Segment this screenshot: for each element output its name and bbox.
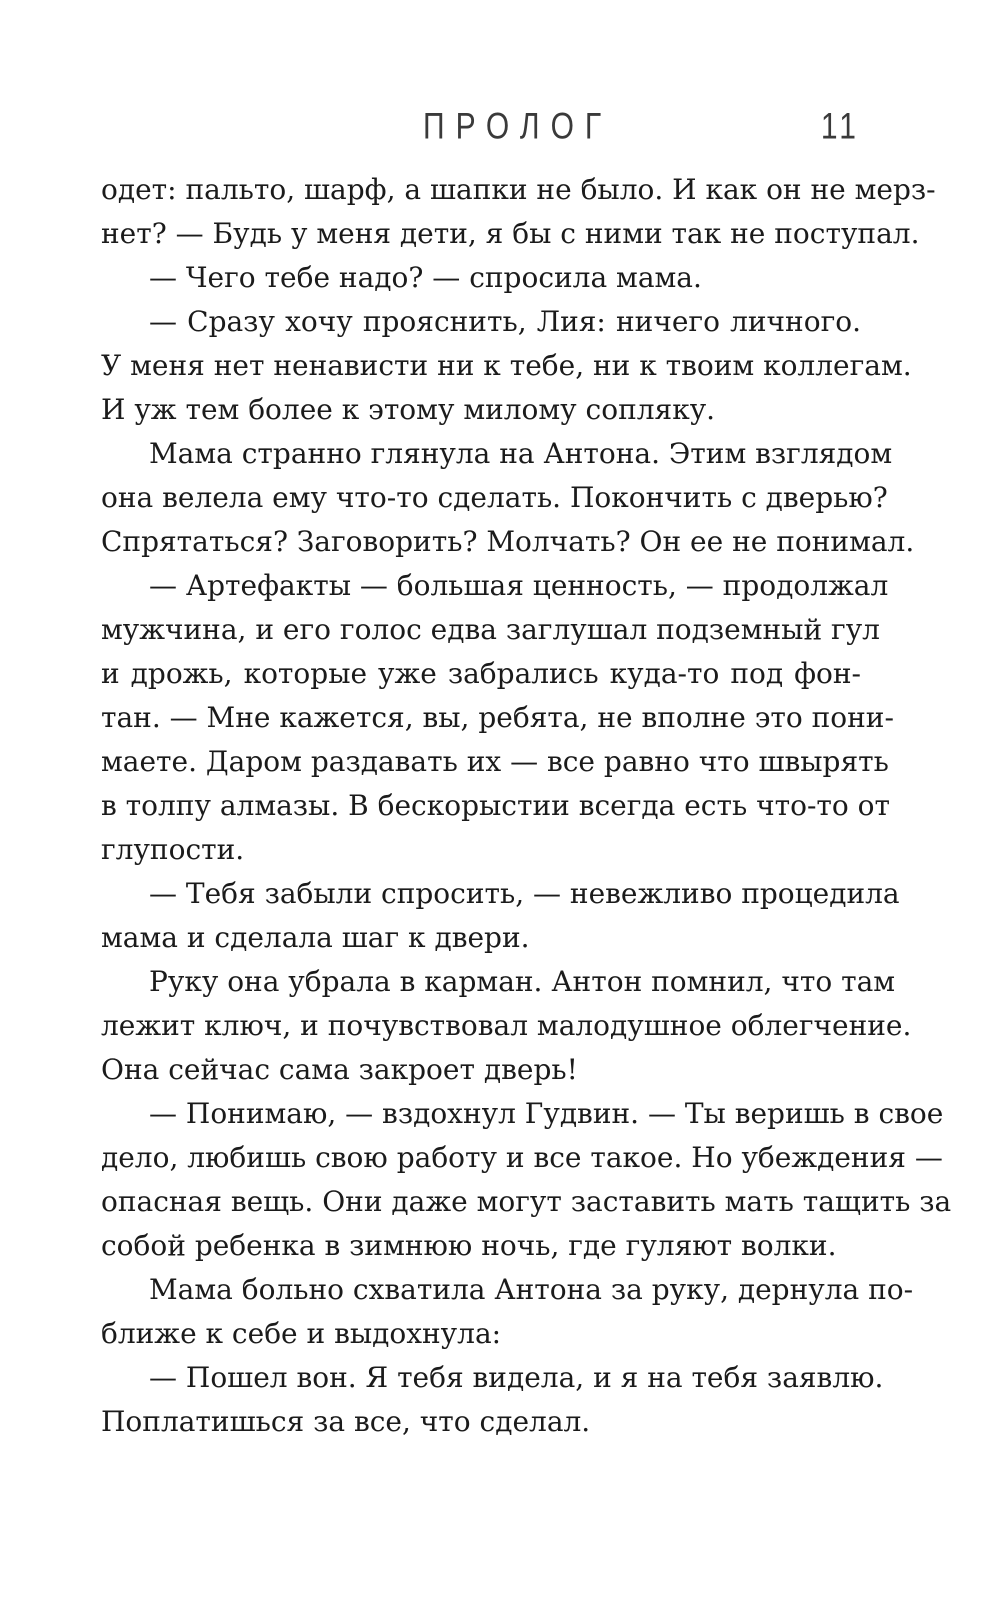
body-text: [101, 168, 952, 1444]
text-line: тан. — Мне кажется, вы, ребята, не вполне это пони-: [101, 701, 894, 734]
text-line: Руку она убрала в карман. Антон помнил, что там: [149, 965, 896, 998]
text-line: мама и сделала шаг к двери.: [101, 921, 530, 954]
text-line: — Артефакты — большая ценность, — продолжал: [149, 569, 889, 602]
text-line: в толпу алмазы. В бескорыстии всегда есть что-то от: [101, 789, 891, 822]
text-line: — Пошел вон. Я тебя видела, и я на тебя заявлю.: [149, 1361, 884, 1394]
text-line: лежит ключ, и почувствовал малодушное облегчение.: [101, 1009, 912, 1042]
text-line: — Тебя забыли спросить, — невежливо процедила: [149, 877, 900, 910]
text-line: маете. Даром раздавать их — все равно что швырять: [101, 745, 889, 778]
text-line: и дрожь, которые уже забрались куда-то под фон-: [101, 657, 861, 690]
text-line: У меня нет ненависти ни к тебе, ни к твоим коллегам.: [101, 349, 912, 382]
text-line: — Понимаю, — вздохнул Гудвин. — Ты веришь в свое: [149, 1097, 944, 1130]
text-line: она велела ему что-то сделать. Покончить с дверью?: [101, 481, 888, 514]
text-line: — Чего тебе надо? — спросила мама.: [149, 261, 702, 294]
text-line: ближе к себе и выдохнула:: [101, 1317, 502, 1350]
text-line: Спрятаться? Заговорить? Молчать? Он ее не понимал.: [101, 525, 915, 558]
text-line: дело, любишь свою работу и все такое. Но убеждения —: [101, 1141, 943, 1174]
page-number: 11: [820, 106, 860, 148]
text-line: одет: пальто, шарф, а шапки не было. И как он не мерз-: [101, 173, 936, 206]
text-line: И уж тем более к этому милому сопляку.: [101, 393, 716, 426]
text-line: Мама больно схватила Антона за руку, дернула по-: [149, 1273, 914, 1306]
text-line: глупости.: [101, 833, 245, 866]
text-line: Поплатишься за все, что сделал.: [101, 1405, 591, 1438]
text-line: собой ребенка в зимнюю ночь, где гуляют волки.: [101, 1229, 837, 1262]
text-line: Она сейчас сама закроет дверь!: [101, 1053, 578, 1086]
text-line: Мама странно глянула на Антона. Этим взглядом: [149, 437, 893, 470]
running-title: ПРОЛОГ: [423, 106, 613, 148]
text-line: опасная вещь. Они даже могут заставить мать тащить за: [101, 1185, 952, 1218]
text-line: нет? — Будь у меня дети, я бы с ними так не поступал.: [101, 217, 920, 250]
text-line: мужчина, и его голос едва заглушал подземный гул: [101, 613, 880, 646]
text-line: — Сразу хочу прояснить, Лия: ничего личного.: [149, 305, 861, 338]
